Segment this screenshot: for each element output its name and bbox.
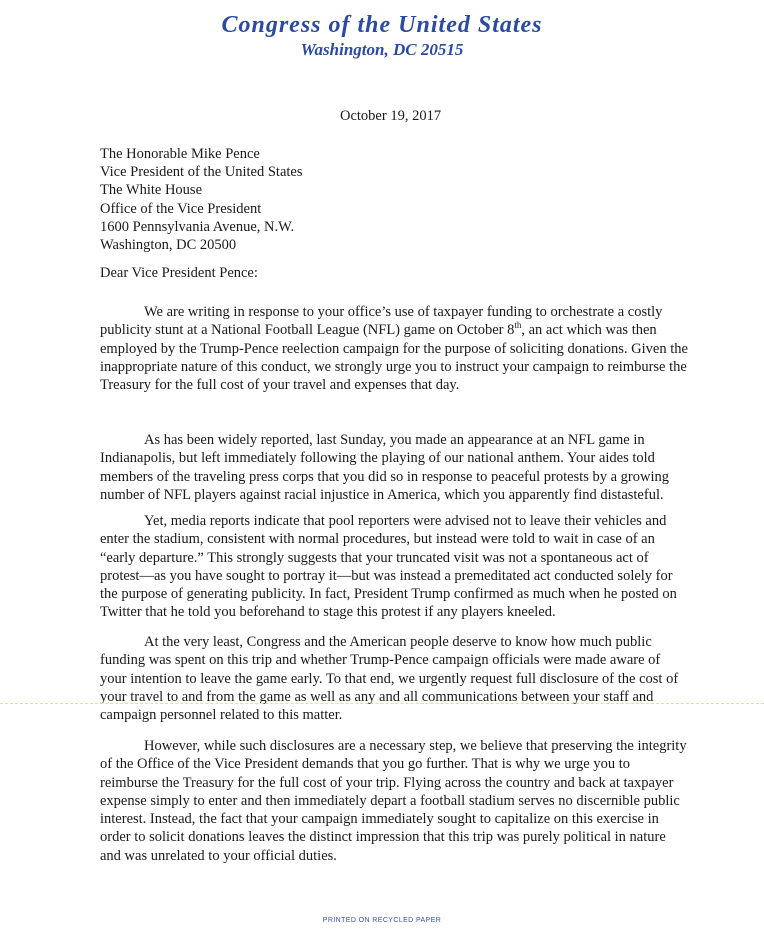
paragraph-2: As has been widely reported, last Sunday, you made an appearance at an NFL game in Indianapolis, but left immediately following the playing of our national anthem. Your aides told members of the traveling press corps that you did so in response to peaceful protests by a growing number of NFL players against racial injustice in America, which you apparently find distasteful. bbox=[100, 432, 669, 503]
letterhead-subtitle: Washington, DC 20515 bbox=[300, 40, 464, 59]
footer-recycled-note: PRINTED ON RECYCLED PAPER bbox=[322, 917, 442, 924]
recipient-city: Washington, DC 20500 bbox=[100, 237, 237, 254]
paragraph-1-text-b: , an act which was then employed by the Trump-Pence reelection campaign for the purpose of soliciting donations. Given the inappropriate nature of this conduct, we strongly urge you to instruct your campaign to reimburse the Treasury for the full cost of your travel and expenses that day. bbox=[100, 322, 688, 394]
salutation: Dear Vice President Pence: bbox=[100, 265, 258, 281]
paragraph-4: At the very least, Congress and the American people deserve to know how much public funding was spent on this trip and whether Trump-Pence campaign officials were made aware of your intention to leave the game early. To that end, we urgently request full disclosure of the cost of your travel to and from the game as well as any and all communications between your staff and campaign personnel related to this matter. bbox=[100, 634, 679, 724]
paragraph-5: However, while such disclosures are a necessary step, we believe that preserving the integrity of the Office of the Vice President demands that you go further. That is why we urge you to reimburse the Treasury for the full cost of your trip. Flying across the country and back at taxpayer expense simply to enter and then immediately depart a football stadium serves no discernible public interest. Instead, the fact that your campaign immediately sought to capitalize on this exercise in order to solicit donations leaves the distinct impression that this trip was purely political in nature and was unrelated to your official duties. bbox=[100, 738, 687, 864]
recipient-office-2: Office of the Vice President bbox=[100, 200, 262, 217]
recipient-title: Vice President of the United States bbox=[100, 164, 303, 181]
paragraph-1-text-a: We are writing in response to your office’s use of taxpayer funding to orchestrate a costly publicity stunt at a National Football League (NFL) game on October 8 bbox=[100, 304, 663, 339]
letterhead-title: Congress of the United States bbox=[221, 12, 543, 38]
paragraph-1 bbox=[100, 303, 688, 394]
recipient-name: The Honorable Mike Pence bbox=[100, 146, 260, 162]
recipient-street: 1600 Pennsylvania Avenue, N.W. bbox=[100, 218, 295, 235]
recipient-office-1: The White House bbox=[100, 182, 203, 199]
letter-date: October 19, 2017 bbox=[340, 108, 442, 124]
scan-artifact-line bbox=[0, 703, 764, 704]
paragraph-3: Yet, media reports indicate that pool reporters were advised not to leave their vehicles and enter the stadium, consistent with normal procedures, but instead were told to wait in case of an “early departure.” This strongly suggests that your truncated visit was not a spontaneous act of protest—as you have sought to portray it—but was instead a premeditated act conducted solely for the purpose of generating publicity. In fact, President Trump confirmed as much when he posted on Twitter that he told you beforehand to stage this protest if any players kneeled. bbox=[100, 513, 677, 621]
ordinal-suffix: th bbox=[514, 320, 522, 331]
recipient-address bbox=[100, 145, 302, 254]
